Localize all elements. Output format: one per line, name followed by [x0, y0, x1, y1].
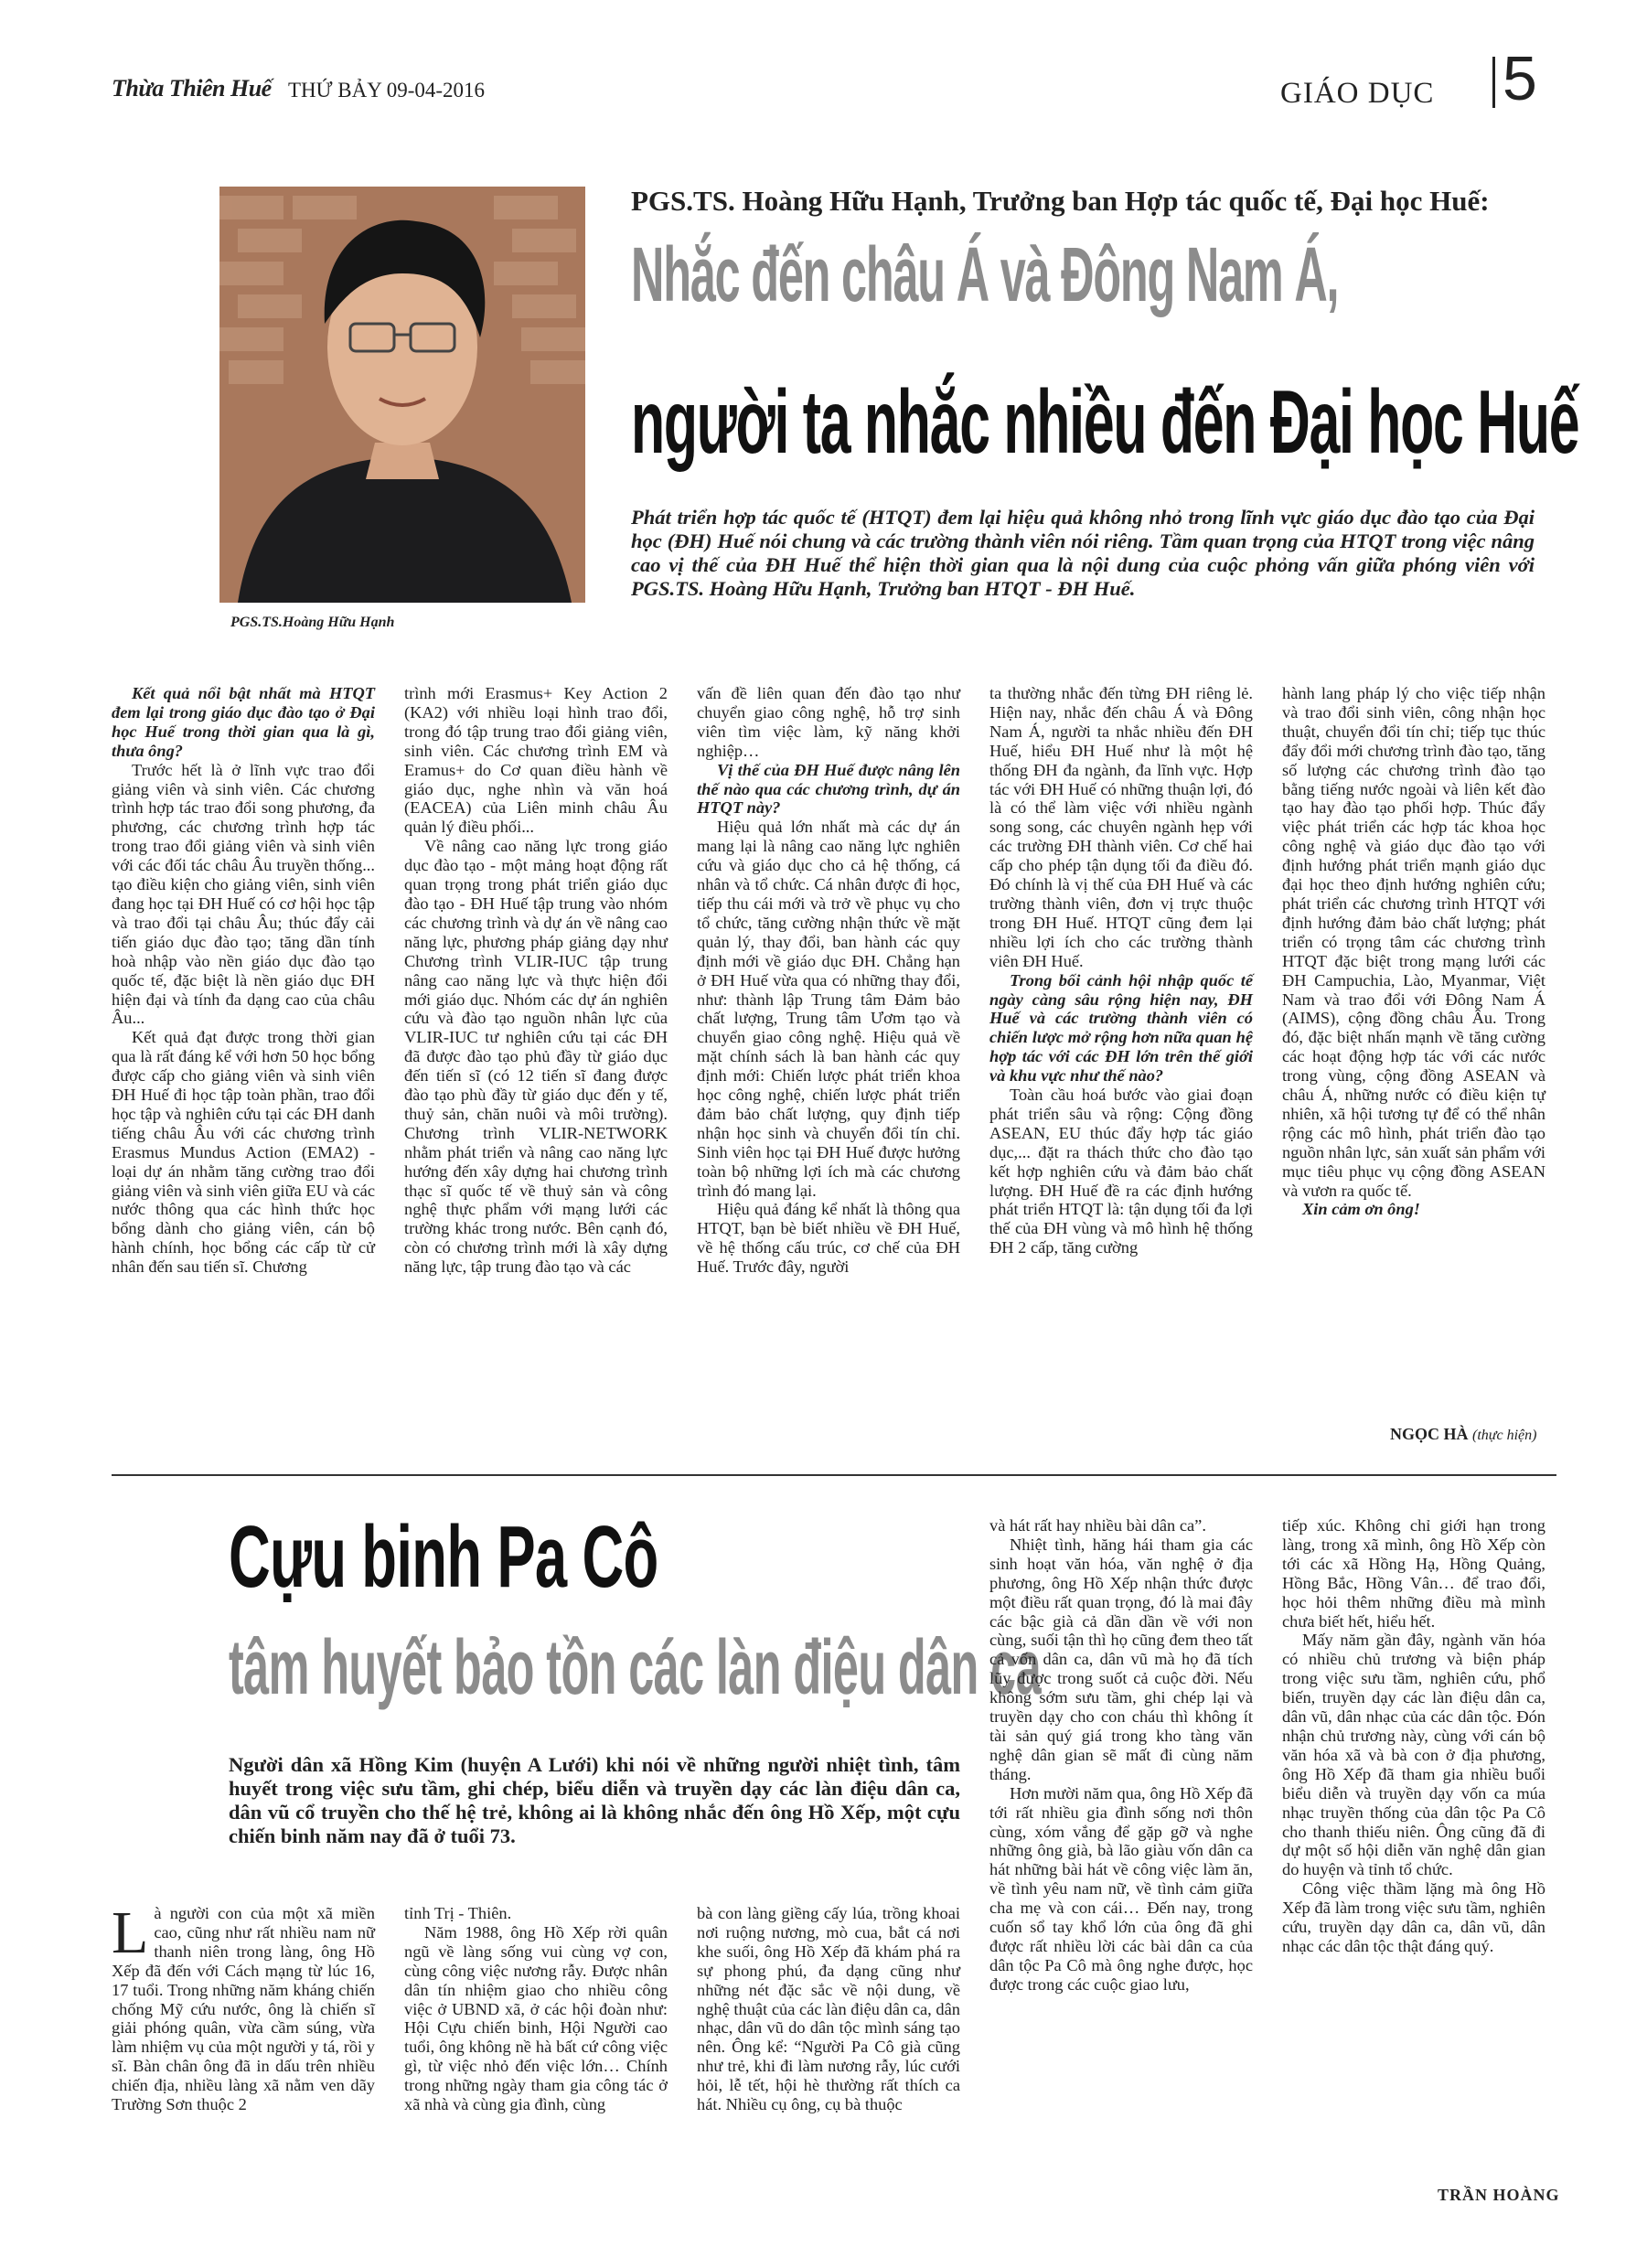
- article1-title-line1: Nhắc đến châu Á và Đông Nam Á,: [631, 231, 1339, 317]
- article2-byline: TRẦN HOÀNG: [1438, 2186, 1560, 2204]
- article2-column-4: [989, 1516, 1253, 1995]
- paragraph: à người con của một xã miền cao, cũng như rất nhiều nam nữ thanh niên trong làng, ông Hồ Xếp đã đến với Cách mạng từ lúc 16, 17 tuổi. Trong những năm kháng chiến chống Mỹ cứu nước, ông là chiến sĩ giải phóng quân, vừa cầm súng, vừa làm nhiệm vụ của một người y tá, rồi y sĩ. Bàn chân ông đã in dấu trên nhiều chiến địa, nhiều làng xã nằm ven dãy Trường Sơn thuộc 2: [112, 1904, 375, 2114]
- issue-date: THỨ BẢY 09-04-2016: [288, 79, 486, 102]
- page-number: 5: [1503, 44, 1537, 113]
- portrait-photo: [219, 187, 585, 603]
- paragraph: Nhiệt tình, hăng hái tham gia các sinh hoạt văn hóa, văn nghệ ở địa phương, ông Hồ Xếp nhận thức được một điều rất quan trọng, đó là mai đây các bậc già cả dần dần về với non cùng, suối tận thì họ cũng đem theo tất cả vốn dân ca, dân vũ mà họ đã tích lũy được trong suốt cả cuộc đời. Nếu không sớm sưu tầm, ghi chép lại và truyền dạy cho con cháu thì không ít tài sản quý giá trong kho tàng văn nghệ dân gian sẽ mất đi cùng năm tháng.: [989, 1535, 1253, 1783]
- article1-kicker: PGS.TS. Hoàng Hữu Hạnh, Trưởng ban Hợp tác quốc tế, Đại học Huế:: [631, 185, 1490, 217]
- interview-question: Vị thế của ĐH Huế được nâng lên thế nào qua các chương trình, dự án HTQT này?: [697, 760, 960, 818]
- article2-column-3: [697, 1904, 960, 2114]
- byline-note: (thực hiện): [1472, 1428, 1537, 1443]
- paragraph: Mấy năm gần đây, ngành văn hóa có nhiều chủ trương và biện pháp trong việc sưu tầm, nghiên cứu, phổ biến, truyền dạy các làn điệu dân ca, dân vũ, dân nhạc của các dân tộc. Đón nhận chủ trương này, cùng với cán bộ văn hóa xã và bà con ở địa phương, ông Hồ Xếp đã tham gia nhiều buổi biểu diễn và truyền dạy vốn ca múa nhạc truyền thống của dân tộc Pa Cô cho thanh thiếu niên. Ông cũng đã đi dự một số hội diễn văn nghệ dân gian do huyện và tỉnh tổ chức.: [1282, 1631, 1545, 1879]
- interview-question: Trong bối cảnh hội nhập quốc tế ngày càng sâu rộng hiện nay, ĐH Huế và các trường thành viên có chiến lược mở rộng hơn nữa quan hệ hợp tác với các ĐH lớn trên thế giới và khu vực như thế nào?: [989, 970, 1253, 1086]
- article1-title-line2: người ta nhắc nhiều đến Đại học Huế: [631, 371, 1579, 472]
- article1-column-1: [112, 684, 375, 1277]
- article2-title-line2: tâm huyết bảo tồn các làn điệu dân ca: [229, 1624, 1042, 1710]
- article2-column-1: [112, 1899, 375, 2114]
- section-name: GIÁO DỤC: [1280, 77, 1435, 110]
- interview-question: Kết quả nổi bật nhất mà HTQT đem lại trong giáo dục đào tạo ở Đại học Huế trong thời gian qua là gì, thưa ông?: [112, 684, 375, 760]
- article2-lead: Người dân xã Hồng Kim (huyện A Lưới) khi nói về những người nhiệt tình, tâm huyết trong việc sưu tầm, ghi chép, biểu diễn và truyền dạy các làn điệu dân ca, dân vũ cổ truyền cho thế hệ trẻ, không ai là không nhắc đến ông Hồ Xếp, một cựu chiến binh năm nay đã ở tuổi 73.: [229, 1753, 960, 1847]
- article2-title-line1: Cựu binh Pa Cô: [229, 1508, 658, 1606]
- article1-column-3: [697, 684, 960, 1277]
- paragraph: trình mới Erasmus+ Key Action 2 (KA2) với nhiều loại hình trao đổi, trong đó tập trung trao đổi giảng viên, sinh viên. Các chương trình EM và Eramus+ do Cơ quan điều hành về giáo dục, nghe nhìn và văn hoá (EACEA) của Liên minh châu Âu quản lý điều phối...: [404, 684, 668, 837]
- photo-caption: PGS.TS.Hoàng Hữu Hạnh: [230, 615, 395, 630]
- article2-column-2: [404, 1904, 668, 2114]
- paragraph: Hiệu quả lớn nhất mà các dự án mang lại là nâng cao năng lực nghiên cứu và giáo dục cho cả hệ thống, cá nhân và tổ chức. Cá nhân được đi học, tiếp thu cái mới và trở về phục vụ cho tổ chức, tăng cường nhận thức về mặt quản lý, thay đổi, ban hành các quy định mới về giáo dục ĐH. Chẳng hạn ở ĐH Huế vừa qua có những thay đổi, như: thành lập Trung tâm Đảm bảo chất lượng, Trung tâm Ươm tạo và chuyển giao công nghệ. Hiệu quả về mặt chính sách là ban hành các quy định mới: Chiến lược phát triển khoa học công nghệ, chiến lược phát triển đảm bảo chất lượng, quy định tiếp nhận học sinh và chuyển đổi tín chỉ. Sinh viên học tại ĐH Huế được hưởng toàn bộ những lợi ích mà các chương trình đó mang lại.: [697, 818, 960, 1200]
- article1-lead: Phát triển hợp tác quốc tế (HTQT) đem lại hiệu quả không nhỏ trong lĩnh vực giáo dục đào tạo của Đại học (ĐH) Huế nói chung và các trường thành viên nói riêng. Tầm quan trọng của HTQT trong việc nâng cao vị thế của ĐH Huế thể hiện thời gian qua là nội dung của cuộc phỏng vấn giữa phóng viên với PGS.TS. Hoàng Hữu Hạnh, Trưởng ban HTQT - ĐH Huế.: [631, 506, 1535, 600]
- drop-cap: L: [112, 1899, 149, 1966]
- paragraph: hành lang pháp lý cho việc tiếp nhận và trao đổi sinh viên, công nhận học thuật, chuyển đổi tín chỉ; tiếp tục thúc đẩy đổi mới chương trình đào tạo, tăng số lượng các chương trình đào tạo bằng tiếng nước ngoài và liên kết đào tạo hay đào tạo phối hợp. Thúc đẩy việc phát triển các hợp tác khoa học công nghệ và giáo dục đào tạo với định hướng phát triển mạnh giáo dục đại học theo định hướng nghiên cứu; phát triển các chương trình HTQT với định hướng đảm bảo chất lượng; phát triển có trọng tâm các chương trình HTQT đặc biệt trong mạng lưới các ĐH Campuchia, Lào, Myanmar, Việt Nam và trao đổi với Đông Nam Á (AIMS), cộng đồng châu Âu. Trong đó, đặc biệt nhấn mạnh về tăng cường các hoạt động hợp tác với các nước trong vùng, cộng đồng ASEAN và châu Á, những nước có điều kiện tự nhiên, xã hội tương tự để có thể nhân rộng các mô hình, phát triển đào tạo nguồn nhân lực, sản xuất sản phẩm với mục tiêu phục vụ cộng đồng ASEAN và vươn ra quốc tế.: [1282, 684, 1545, 1200]
- article2-column-5: [1282, 1516, 1545, 1956]
- paragraph: bà con làng giềng cấy lúa, trồng khoai nơi ruộng nương, mò cua, bắt cá nơi khe suối, ông Hồ Xếp đã khám phá ra sự phong phú, đa dạng cũng như những nét đặc sắc về nội dung, về nghệ thuật của các làn điệu dân ca, dân nhạc, dân vũ do dân tộc mình sáng tạo nên. Ông kể: “Người Pa Cô già cũng như trẻ, khi đi làm nương rẫy, lúc cưới hỏi, lễ tết, hội hè thường rất thích ca hát. Nhiều cụ ông, cụ bà thuộc: [697, 1904, 960, 2114]
- paragraph: Công việc thầm lặng mà ông Hồ Xếp đã làm trong việc sưu tầm, nghiên cứu, truyền dạy dân ca, dân vũ, dân nhạc các dân tộc thật đáng quý.: [1282, 1879, 1545, 1955]
- paragraph: Kết quả đạt được trong thời gian qua là rất đáng kể với hơn 50 học bổng được cấp cho giảng viên và sinh viên ĐH Huế đi học tập toàn phần, trao đổi học tập và nghiên cứu tại các ĐH danh tiếng châu Âu với các chương trình Erasmus Mundus Action (EMA2) - loại dự án nhằm tăng cường trao đổi giảng viên và sinh viên giữa EU và các nước thông qua các hình thức học bổng dành cho giảng viên, cán bộ hành chính, học bổng các cấp từ cử nhân đến sau tiến sĩ. Chương: [112, 1028, 375, 1277]
- paragraph: Hiệu quả đáng kể nhất là thông qua HTQT, bạn bè biết nhiều về ĐH Huế, về hệ thống cấu trúc, cơ chế của ĐH Huế. Trước đây, người: [697, 1200, 960, 1277]
- paragraph: Năm 1988, ông Hồ Xếp rời quân ngũ về làng sống vui cùng vợ con, cùng công việc nương rẫy. Được nhân dân tín nhiệm giao cho nhiều công việc ở UBND xã, ở các hội đoàn như: Hội Cựu chiến binh, Hội Người cao tuổi, ông không nề hà bất cứ công việc gì, từ việc nhỏ đến việc lớn… Chính trong những ngày tham gia công tác ở xã nhà và cùng gia đình, cùng: [404, 1922, 668, 2114]
- byline-name: NGỌC HÀ: [1390, 1425, 1469, 1443]
- paragraph: ta thường nhắc đến từng ĐH riêng lẻ. Hiện nay, nhắc đến châu Á và Đông Nam Á, người ta nhắc nhiều đến ĐH Huế, hiểu ĐH Huế như là một hệ thống ĐH đa ngành, đa lĩnh vực. Hợp tác với ĐH Huế có những thuận lợi, đó là có thể làm việc với nhiều ngành song song, các chuyên ngành hẹp với các trường ĐH thành viên. Cơ chế hai cấp cho phép tận dụng tối đa điều đó. Đó chính là vị thế của ĐH Huế và các trường thành viên, đơn vị trực thuộc trong ĐH Huế. HTQT cũng đem lại nhiều lợi ích cho các trường thành viên ĐH Huế.: [989, 684, 1253, 970]
- article1-column-5: [1282, 684, 1545, 1219]
- article1-byline: [1390, 1425, 1536, 1444]
- paragraph: Hơn mười năm qua, ông Hồ Xếp đã tới rất nhiều gia đình sống nơi thôn cùng, xóm vắng để gặp gỡ và nghe những ông già, bà lão giàu vốn dân ca hát những bài hát về công việc làm ăn, về tình yêu nam nữ, về tình cảm giữa cha mẹ và con cái… Đến nay, trong cuốn sổ tay khổ lớn của ông đã ghi được rất nhiều lời các bài dân ca của dân tộc Pa Cô mà ông nghe được, học được trong các cuộc giao lưu,: [989, 1783, 1253, 1994]
- paragraph: Trước hết là ở lĩnh vực trao đổi giảng viên và sinh viên. Các chương trình hợp tác trao đổi song phương, đa phương, các chương trình hợp tác trong trao đổi giảng viên và sinh viên với các đối tác châu Âu truyền thống... tạo điều kiện cho giảng viên, sinh viên đang học tại ĐH Huế có cơ hội học tập và trao đổi tại châu Âu; thúc đẩy cải tiến giáo dục đào tạo; tăng dần tính hoà nhập vào nền giáo dục đào tạo quốc tế, đặc biệt là nền giáo dục ĐH hiện đại và tính đa dạng cao của châu Âu...: [112, 760, 375, 1028]
- paragraph: tiếp xúc. Không chỉ giới hạn trong làng, trong xã mình, ông Hồ Xếp còn tới các xã Hồng Hạ, Hồng Quảng, Hồng Bắc, Hồng Vân… để trao đổi, học hỏi thêm những điều mà mình chưa biết hết, hiểu hết.: [1282, 1516, 1545, 1631]
- masthead-divider: [1492, 57, 1495, 108]
- paragraph: vấn đề liên quan đến đào tạo như chuyển giao công nghệ, hỗ trợ sinh viên tìm việc làm, kỹ năng khởi nghiệp…: [697, 684, 960, 760]
- paragraph: Về nâng cao năng lực trong giáo dục đào tạo - một mảng hoạt động rất quan trọng trong phát triển giáo dục đào tạo - ĐH Huế tập trung vào nhóm các chương trình và dự án về nâng cao năng lực, phương pháp giảng dạy như Chương trình VLIR-IUC tập trung nâng cao năng lực và thực hiện đổi mới giáo dục. Nhóm các dự án nghiên cứu và đào tạo nguồn nhân lực của VLIR-IUC tư nghiên cứu tại các ĐH đã được đào tạo phủ đầy từ giáo dục đến tiến sĩ (có 12 tiến sĩ đang được đào tạo phù đầy từ giáo dục đến y tế, thuỷ sản, chăn nuôi và môi trường). Chương trình VLIR-NETWORK nhằm phát triển và nâng cao năng lực hướng đến xây dựng hai chương trình thạc sĩ quốc tế về thuỷ sản và công nghệ thực phẩm với mạng lưới các trường khác trong nước. Bên cạnh đó, còn có chương trình mới là xây dựng năng lực, tập trung đào tạo và các: [404, 837, 668, 1277]
- paragraph: tỉnh Trị - Thiên.: [404, 1904, 512, 1922]
- article1-column-2: [404, 684, 668, 1277]
- closing-thanks: Xin cảm ơn ông!: [1302, 1200, 1420, 1219]
- article1-column-4: [989, 684, 1253, 1257]
- paragraph: Toàn cầu hoá bước vào giai đoạn phát triển sâu và rộng: Cộng đồng ASEAN, EU thúc đẩy hợp tác giáo dục,... đặt ra thách thức cho đào tạo kết hợp nghiên cứu và đảm bảo chất lượng. ĐH Huế đề ra các định hướng phát triển HTQT là: tận dụng tối đa lợi thế của ĐH vùng và mô hình hệ thống ĐH 2 cấp, tăng cường: [989, 1086, 1253, 1257]
- article-divider: [112, 1474, 1556, 1476]
- newspaper-name: Thừa Thiên Huế: [112, 75, 272, 102]
- paragraph: và hát rất hay nhiều bài dân ca”.: [989, 1516, 1206, 1535]
